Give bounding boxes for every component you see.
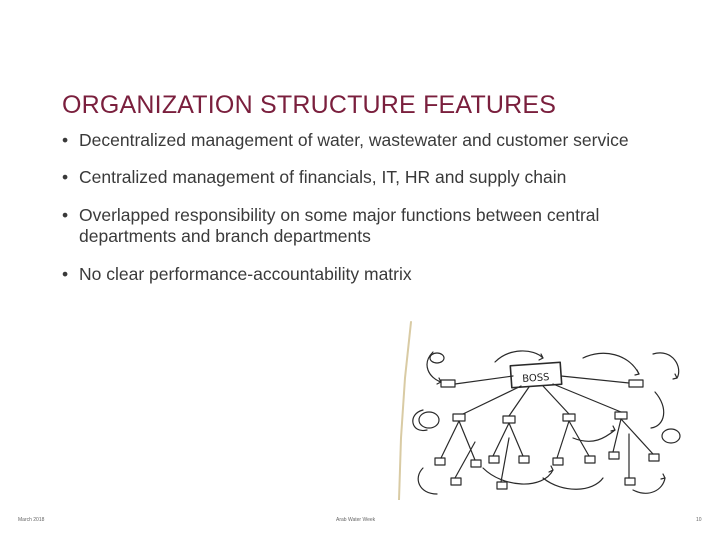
bullet-item — [62, 167, 662, 188]
side-box — [629, 380, 643, 387]
leaf-box — [553, 458, 563, 465]
leaf-box — [649, 454, 659, 461]
leaf-box — [609, 452, 619, 459]
mid-box — [503, 416, 515, 423]
bullet-dot: • — [62, 167, 69, 187]
boss-label: BOSS — [521, 372, 550, 385]
bullet-text: Centralized management of financials, IT, HR and supply chain — [79, 167, 567, 187]
bullet-dot: • — [62, 130, 69, 150]
leaf-box — [585, 456, 595, 463]
leaf-box — [625, 478, 635, 485]
leaf-box — [451, 478, 461, 485]
bullet-text: No clear performance-accountability matrix — [79, 264, 412, 284]
footer-date: March 2018 — [18, 517, 45, 523]
bullet-item — [62, 130, 662, 151]
bullet-dot: • — [62, 264, 69, 284]
org-chart-sketch — [393, 318, 693, 500]
footer-event: Arab Water Week — [336, 517, 376, 523]
bullet-dot: • — [62, 205, 69, 225]
mid-box — [453, 414, 465, 421]
bullet-text: Decentralized management of water, wastewater and customer service — [79, 130, 629, 150]
bullet-item — [62, 205, 662, 247]
page-number: 10 — [696, 517, 702, 523]
mid-box — [563, 414, 575, 421]
slide-title: ORGANIZATION STRUCTURE FEATURES — [62, 90, 557, 119]
bullet-list — [62, 130, 662, 302]
leaf-box — [489, 456, 499, 463]
leaf-box — [497, 482, 507, 489]
bullet-text: Overlapped responsibility on some major functions between central departments and branch departments — [79, 205, 600, 246]
paper-edge — [399, 322, 411, 500]
leaf-box — [435, 458, 445, 465]
mid-box — [615, 412, 627, 419]
bullet-item — [62, 264, 662, 285]
leaf-box — [519, 456, 529, 463]
side-box — [441, 380, 455, 387]
leaf-box — [471, 460, 481, 467]
